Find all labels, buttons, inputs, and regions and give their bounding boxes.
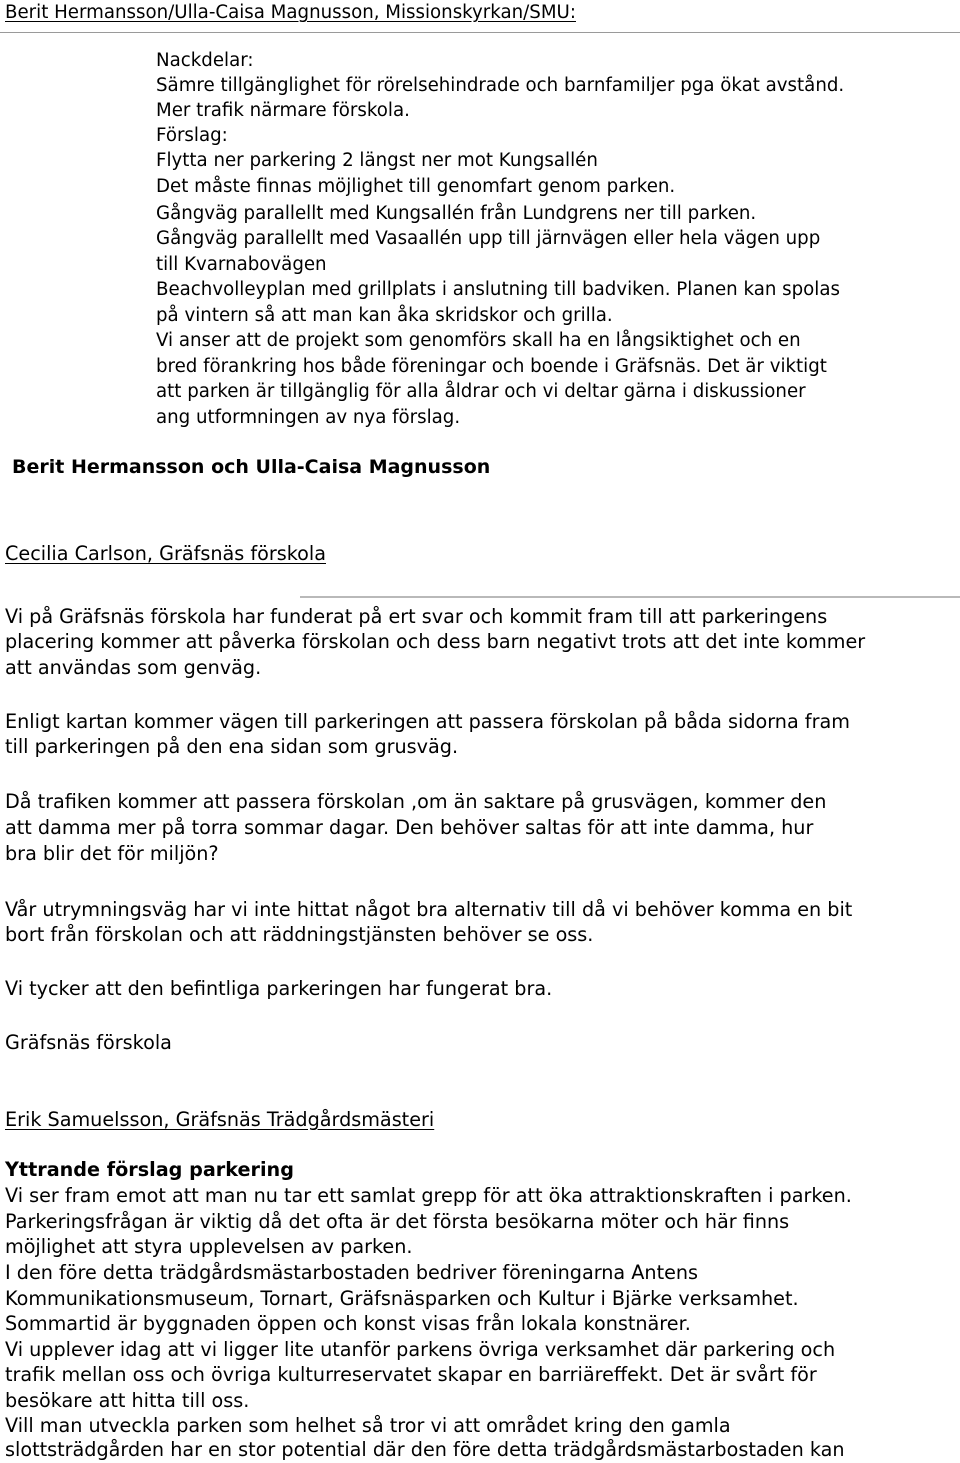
text-line: möjlighet att styra upplevelsen av parken. [5, 1235, 413, 1258]
header-title: Berit Hermansson/Ulla-Caisa Magnusson, Missionskyrkan/SMU: [5, 2, 576, 23]
text-line: Då trafiken kommer att passera förskolan ,om än saktare på grusvägen, kommer den [5, 790, 827, 813]
text-line: bort från förskolan och att räddningstjänsten behöver se oss. [5, 923, 594, 946]
text-line: Beachvolleyplan med grillplats i anslutning till badviken. Planen kan spolas [156, 279, 840, 300]
text-line: Vi tycker att den befintliga parkeringen har fungerat bra. [5, 977, 553, 1000]
text-line: Sämre tillgänglighet för rörelsehindrade och barnfamiljer pga ökat avstånd. [156, 75, 845, 96]
text-line: ang utformningen av nya förslag. [156, 407, 461, 428]
text-line: Parkeringsfrågan är viktig då det ofta är det första besökarna möter och här finns [5, 1210, 790, 1233]
text-line: att parken är tillgänglig för alla åldrar och vi deltar gärna i diskussioner [156, 381, 806, 402]
text-line: Mer trafik närmare förskola. [156, 100, 410, 121]
text-line: Sommartid är byggnaden öppen och konst visas från lokala konstnärer. [5, 1312, 691, 1335]
text-line: på vintern så att man kan åka skridskor och grilla. [156, 305, 613, 326]
text-line: Flytta ner parkering 2 längst ner mot Kungsallén [156, 150, 598, 171]
text-line: bred förankring hos både föreningar och boende i Gräfsnäs. Det är viktigt [156, 356, 827, 377]
text-line: Kommunikationsmuseum, Tornart, Gräfsnäsparken och Kultur i Bjärke verksamhet. [5, 1287, 799, 1310]
text-line: placering kommer att påverka förskolan och dess barn negativt trots att det inte kommer [5, 630, 866, 653]
text-line: Det måste finnas möjlighet till genomfart genom parken. [156, 176, 676, 197]
header-divider [0, 32, 960, 33]
text-line: att damma mer på torra sommar dagar. Den behöver saltas för att inte damma, hur [5, 816, 814, 839]
text-line: till parkeringen på den ena sidan som grusväg. [5, 735, 459, 758]
text-line: Vår utrymningsväg har vi inte hittat något bra alternativ till då vi behöver komma en bit [5, 898, 853, 921]
text-line: Vill man utveckla parken som helhet så tror vi att området kring den gamla [5, 1414, 731, 1437]
signature: Gräfsnäs förskola [5, 1031, 172, 1054]
section-subheading: Yttrande förslag parkering [5, 1158, 294, 1181]
text-line: bra blir det för miljön? [5, 842, 219, 865]
text-line: trafik mellan oss och övriga kulturreservatet skapar en barriäreffekt. Det är svårt för [5, 1363, 817, 1386]
section-divider [300, 596, 960, 598]
text-line: Gångväg parallellt med Vasaallén upp till järnvägen eller hela vägen upp [156, 228, 821, 249]
text-line: Vi anser att de projekt som genomförs skall ha en långsiktighet och en [156, 330, 801, 351]
text-line: slottsträdgården har en stor potential där den före detta trädgårdsmästarbostaden kan [5, 1438, 845, 1461]
text-line: Vi upplever idag att vi ligger lite utanför parkens övriga verksamhet där parkering och [5, 1338, 836, 1361]
section-heading: Cecilia Carlson, Gräfsnäs förskola [5, 542, 326, 565]
text-line: Nackdelar: [156, 50, 254, 71]
text-line: till Kvarnabovägen [156, 254, 327, 275]
text-line: att användas som genväg. [5, 656, 262, 679]
text-line: I den före detta trädgårdsmästarbostaden bedriver föreningarna Antens [5, 1261, 699, 1284]
text-line: Vi ser fram emot att man nu tar ett samlat grepp för att öka attraktionskraften i parken. [5, 1184, 852, 1207]
signature: Berit Hermansson och Ulla-Caisa Magnusson [12, 456, 491, 478]
text-line: Gångväg parallellt med Kungsallén från Lundgrens ner till parken. [156, 203, 757, 224]
text-line: Vi på Gräfsnäs förskola har funderat på ert svar och kommit fram till att parkeringens [5, 605, 828, 628]
section-heading: Erik Samuelsson, Gräfsnäs Trädgårdsmästeri [5, 1108, 435, 1131]
text-line: Förslag: [156, 125, 228, 146]
text-line: Enligt kartan kommer vägen till parkeringen att passera förskolan på båda sidorna fram [5, 710, 850, 733]
text-line: besökare att hitta till oss. [5, 1389, 250, 1412]
